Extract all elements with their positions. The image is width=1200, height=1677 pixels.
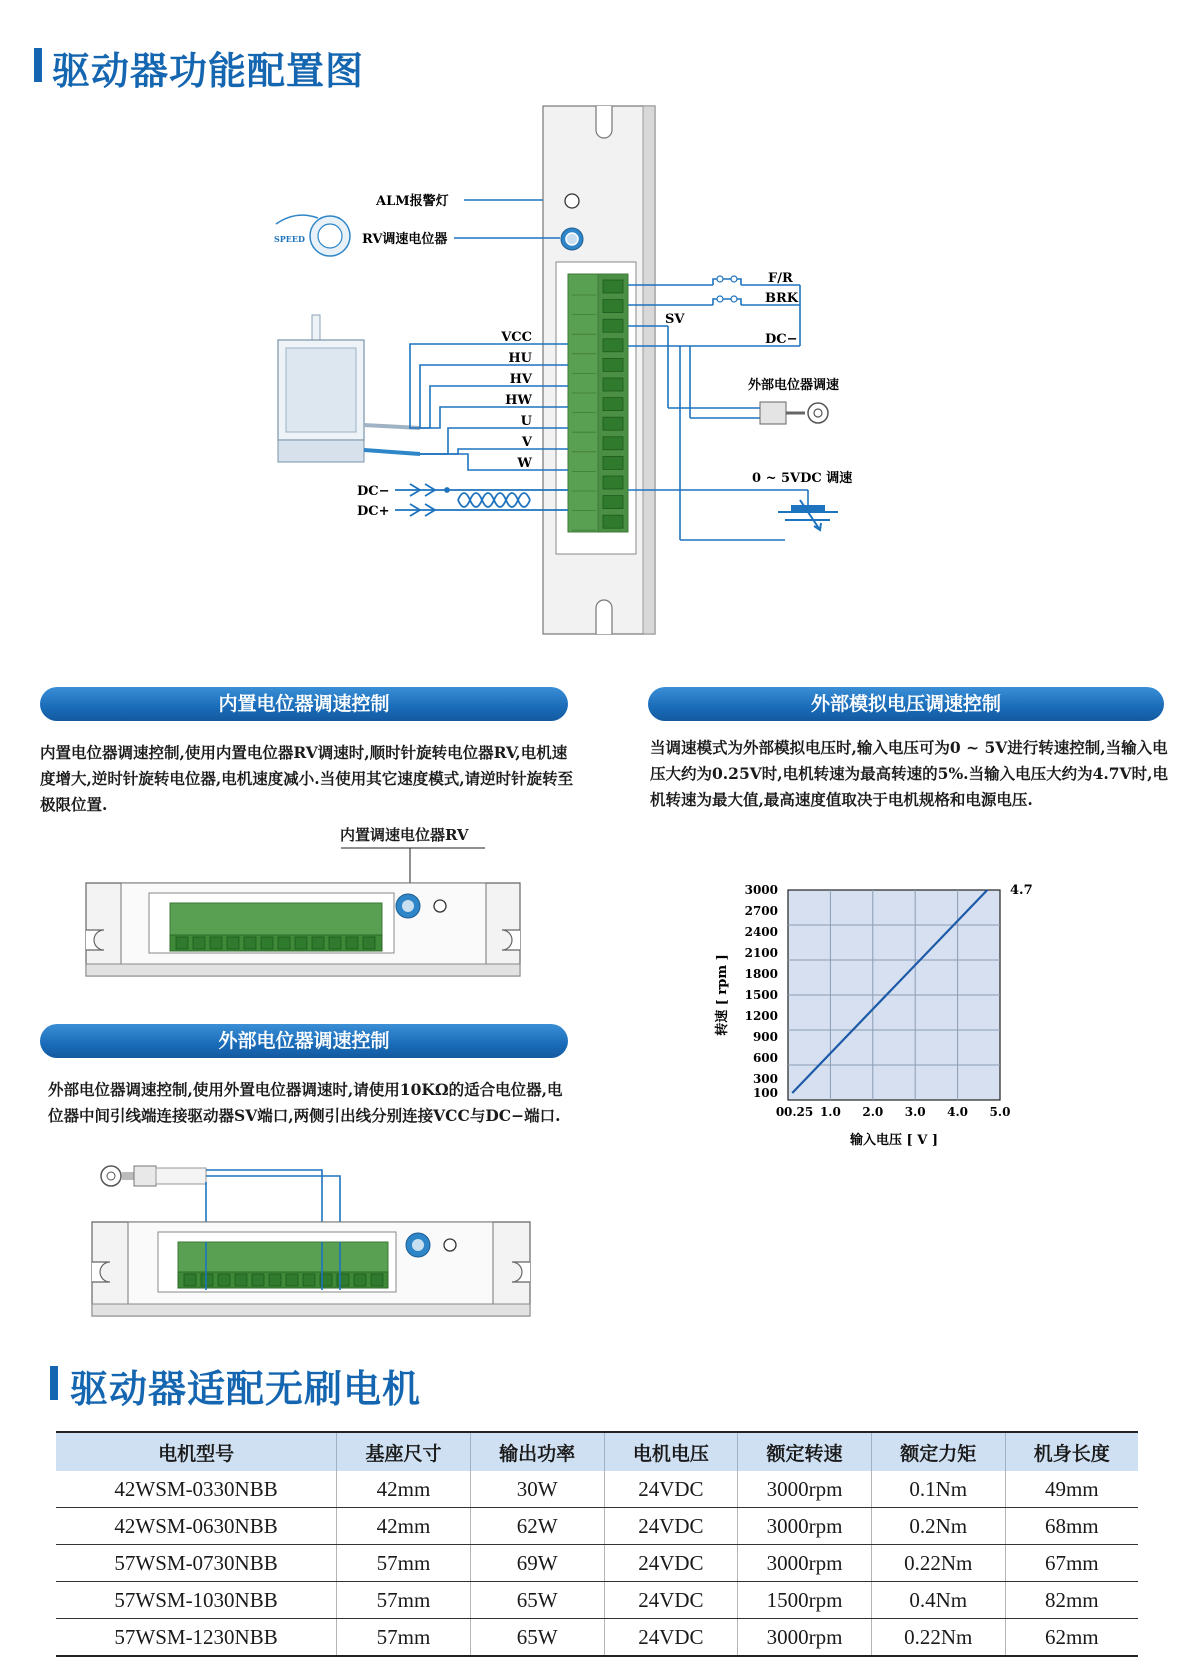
chart-y-tick: 1500 <box>744 988 778 1002</box>
terminal-label-u: U <box>520 414 532 429</box>
chart-y-tick: 3000 <box>744 883 778 897</box>
terminal-label-hv: HV <box>509 372 532 387</box>
table-cell: 57WSM-0730NBB <box>56 1545 337 1582</box>
motor-spec-table <box>56 1431 1138 1657</box>
table-cell: 57mm <box>337 1582 471 1619</box>
table-cell: 24VDC <box>604 1619 738 1657</box>
chart-x-tick: 0 <box>775 1105 785 1119</box>
heading-accent-bar-2 <box>50 1366 58 1400</box>
table-row <box>56 1545 1138 1582</box>
chart-x-tick: 0.25 <box>783 1105 814 1119</box>
table-cell: 0.1Nm <box>871 1471 1005 1508</box>
table-header-cell: 基座尺寸 <box>337 1432 471 1471</box>
chart-y-tick: 2100 <box>744 946 778 960</box>
analog-section-title: 外部模拟电压调速控制 <box>648 687 1164 721</box>
table-header-cell: 电机电压 <box>604 1432 738 1471</box>
chart-y-tick: 100 <box>752 1086 778 1100</box>
chart-x-label: 输入电压 [ V ] <box>850 1133 938 1148</box>
table-cell: 24VDC <box>604 1471 738 1508</box>
table-header-cell: 输出功率 <box>470 1432 604 1471</box>
dc-minus-label: DC− <box>357 484 390 499</box>
internal-section-title: 内置电位器调速控制 <box>40 687 568 721</box>
chart-x-tick: 1.0 <box>819 1105 841 1119</box>
table-cell: 3000rpm <box>738 1619 872 1657</box>
table-cell: 69W <box>470 1545 604 1582</box>
table-cell: 42mm <box>337 1508 471 1545</box>
heading-accent-bar <box>34 48 42 82</box>
table-cell: 0.22Nm <box>871 1545 1005 1582</box>
chart-y-tick: 600 <box>752 1051 778 1065</box>
terminal-label-w: W <box>517 456 532 471</box>
driver-top-view-1 <box>84 846 524 981</box>
chart-x-tick: 4.0 <box>947 1105 969 1119</box>
brk-label: BRK <box>765 291 799 306</box>
chart-y-tick: 1200 <box>744 1009 778 1023</box>
terminal-label-hu: HU <box>508 351 532 366</box>
table-cell: 57mm <box>337 1545 471 1582</box>
motor-icon <box>278 315 420 462</box>
external-pot-section-title: 外部电位器调速控制 <box>40 1024 568 1058</box>
table-cell: 65W <box>470 1619 604 1657</box>
table-cell: 57mm <box>337 1619 471 1657</box>
table-cell: 67mm <box>1005 1545 1138 1582</box>
sv-label: SV <box>665 312 685 327</box>
driver-top-view-2 <box>90 1158 540 1318</box>
chart-annotation: 4.7 <box>1010 883 1033 898</box>
analog-section-text: 当调速模式为外部模拟电压时,输入电压可为0 ~ 5V进行转速控制,当输入电压大约为0.25V时,电机转速为最高转速的5%.当输入电压大约为4.7V时,电机转速为最大值,最高速度值取决于电机规格和电源电压. <box>650 738 1168 809</box>
table-cell: 57WSM-1230NBB <box>56 1619 337 1657</box>
table-cell: 3000rpm <box>738 1471 872 1508</box>
dc-minus-right-label: DC− <box>765 332 798 347</box>
table-cell: 82mm <box>1005 1582 1138 1619</box>
alm-label: ALM报警灯 <box>376 194 449 209</box>
chart-y-tick: 2700 <box>744 904 778 918</box>
speed-label: SPEED <box>274 234 305 244</box>
chart-y-tick: 1800 <box>744 967 778 981</box>
table-cell: 24VDC <box>604 1508 738 1545</box>
table-row <box>56 1619 1138 1657</box>
table-header-cell: 额定力矩 <box>871 1432 1005 1471</box>
rv-label: RV调速电位器 <box>362 232 448 247</box>
chart-x-tick: 3.0 <box>904 1105 926 1119</box>
table-header-row <box>56 1432 1138 1471</box>
table-cell: 42WSM-0630NBB <box>56 1508 337 1545</box>
table-cell: 1500rpm <box>738 1582 872 1619</box>
rv-callout: 内置调速电位器RV <box>340 826 469 844</box>
chart-y-tick: 2400 <box>744 925 778 939</box>
config-heading: 驱动器功能配置图 <box>52 49 365 93</box>
terminal-label-hw: HW <box>505 393 532 408</box>
alm-led-icon <box>565 194 579 208</box>
table-cell: 68mm <box>1005 1508 1138 1545</box>
ext-pot-label: 外部电位器调速 <box>748 378 840 393</box>
table-cell: 65W <box>470 1582 604 1619</box>
speed-voltage-chart <box>700 870 1080 1170</box>
dc-plus-label: DC+ <box>357 504 390 519</box>
table-row <box>56 1582 1138 1619</box>
chart-x-tick: 5.0 <box>989 1105 1011 1119</box>
external-pot-icon <box>760 402 828 424</box>
table-row <box>56 1508 1138 1545</box>
chart-y-label: 转速 [ rpm ] <box>715 954 730 1036</box>
table-header-cell: 额定转速 <box>738 1432 872 1471</box>
external-pot-section-text: 外部电位器调速控制,使用外置电位器调速时,请使用10KΩ的适合电位器,电位器中间引线端连接驱动器SV端口,两侧引出线分别连接VCC与DC−端口. <box>48 1080 563 1125</box>
table-cell: 3000rpm <box>738 1545 872 1582</box>
internal-section-text: 内置电位器调速控制,使用内置电位器RV调速时,顺时针旋转电位器RV,电机速度增大,逆时针旋转电位器,电机速度减小.当使用其它速度模式,请逆时针旋转至极限位置. <box>40 743 574 814</box>
wiring-diagram <box>0 95 1200 640</box>
motors-heading: 驱动器适配无刷电机 <box>70 1367 422 1411</box>
table-cell: 24VDC <box>604 1545 738 1582</box>
table-cell: 24VDC <box>604 1582 738 1619</box>
table-header-cell: 电机型号 <box>56 1432 337 1471</box>
table-cell: 42mm <box>337 1471 471 1508</box>
terminal-label-vcc: VCC <box>501 330 532 345</box>
chart-x-tick: 2.0 <box>862 1105 884 1119</box>
table-cell: 0.22Nm <box>871 1619 1005 1657</box>
table-header-cell: 机身长度 <box>1005 1432 1138 1471</box>
table-cell: 49mm <box>1005 1471 1138 1508</box>
terminal-label-v: V <box>521 435 532 450</box>
vdc-label: 0 ~ 5VDC 调速 <box>752 471 853 486</box>
table-cell: 62W <box>470 1508 604 1545</box>
table-cell: 57WSM-1030NBB <box>56 1582 337 1619</box>
chart-y-tick: 300 <box>752 1072 778 1086</box>
table-cell: 42WSM-0330NBB <box>56 1471 337 1508</box>
table-cell: 0.4Nm <box>871 1582 1005 1619</box>
fr-label: F/R <box>768 271 793 286</box>
chart-y-tick: 900 <box>752 1030 778 1044</box>
table-cell: 0.2Nm <box>871 1508 1005 1545</box>
table-cell: 3000rpm <box>738 1508 872 1545</box>
table-cell: 30W <box>470 1471 604 1508</box>
table-cell: 62mm <box>1005 1619 1138 1657</box>
table-row <box>56 1471 1138 1508</box>
